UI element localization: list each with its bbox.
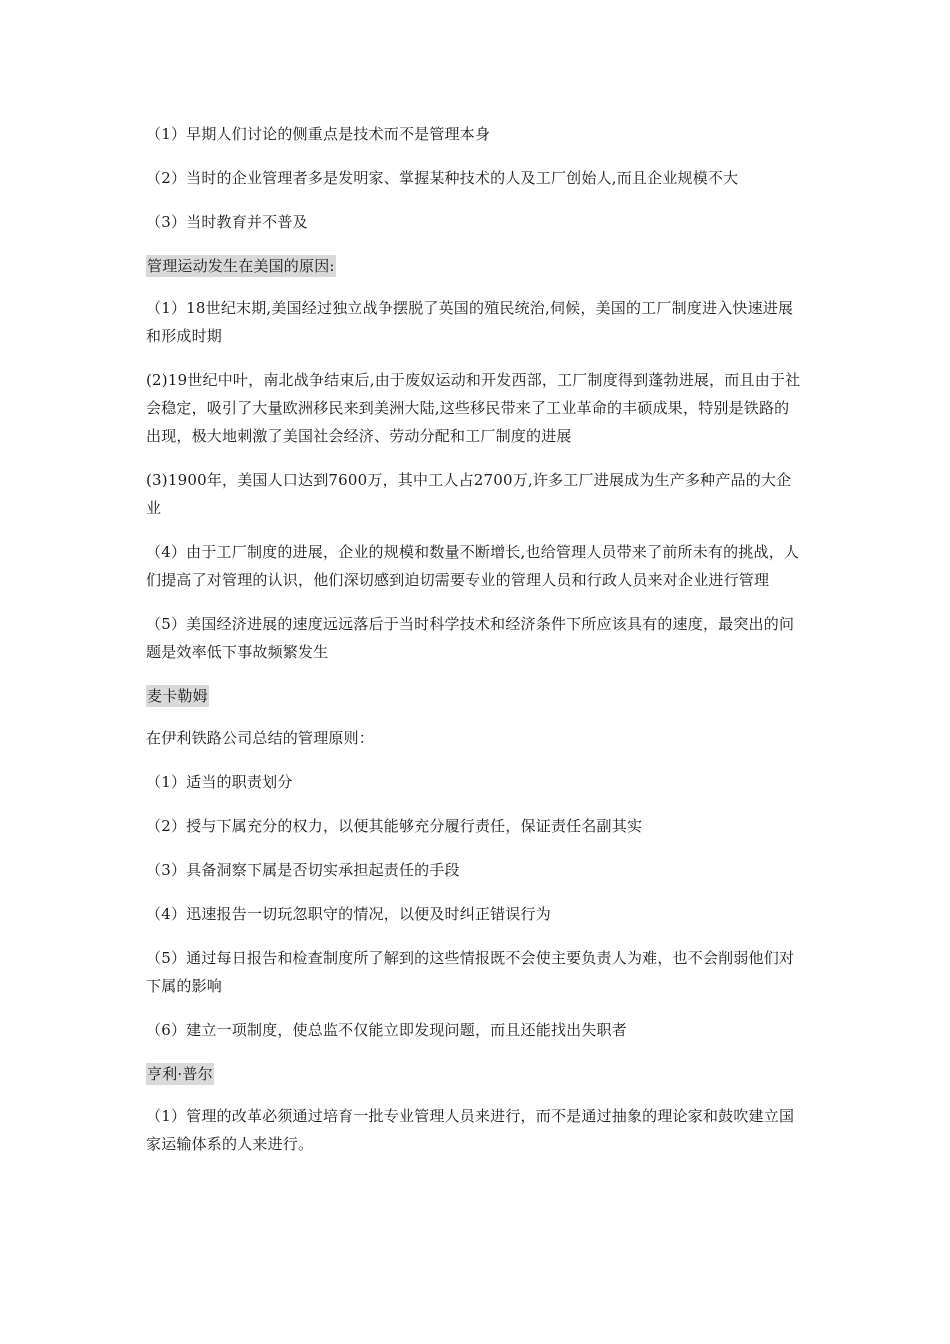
paragraph: （6）建立一项制度，使总监不仅能立即发现问题，而且还能找出失职者: [146, 1021, 627, 1039]
paragraph: （2）授与下属充分的权力，以便其能够充分履行责任，保证责任名副其实: [146, 817, 643, 835]
paragraph: （1）适当的职责划分: [146, 773, 293, 791]
paragraph: （3）当时教育并不普及: [146, 213, 308, 231]
heading-highlight: 管理运动发生在美国的原因:: [147, 257, 335, 275]
paragraph: （1）早期人们讨论的侧重点是技术而不是管理本身: [146, 125, 491, 143]
section-heading: [146, 1060, 802, 1088]
section-heading: [146, 682, 802, 710]
heading-highlight: 麦卡勒姆: [147, 687, 208, 705]
paragraph: （1）18世纪末期,美国经过独立战争摆脱了英国的殖民统治,伺候，美国的工厂制度进入快速进展和形成时期: [146, 299, 794, 345]
heading-highlight: 亨利·普尔: [147, 1065, 213, 1083]
paragraph: （2）当时的企业管理者多是发明家、掌握某种技术的人及工厂创始人,而且企业规模不大: [146, 169, 739, 187]
paragraph: （1）管理的改革必须通过培育一批专业管理人员来进行，而不是通过抽象的理论家和鼓吹建立国家运输体系的人来进行。: [146, 1107, 795, 1153]
paragraph: （4）迅速报告一切玩忽职守的情况，以便及时纠正错误行为: [146, 905, 551, 923]
section-heading: [146, 252, 802, 280]
paragraph: （4）由于工厂制度的进展，企业的规模和数量不断增长,也给管理人员带来了前所未有的挑战，人们提高了对管理的认识，他们深切感到迫切需要专业的管理人员和行政人员来对企业进行管理: [146, 543, 800, 589]
paragraph: （5）通过每日报告和检查制度所了解到的这些情报既不会使主要负责人为难，也不会削弱他们对下属的影响: [146, 949, 795, 995]
paragraph: 在伊利铁路公司总结的管理原则：: [146, 729, 375, 747]
paragraph: （5）美国经济进展的速度远远落后于当时科学技术和经济条件下所应该具有的速度，最突出的问题是效率低下事故频繁发生: [146, 615, 795, 661]
paragraph: （3）具备洞察下属是否切实承担起责任的手段: [146, 861, 460, 879]
paragraph: (2)19世纪中叶，南北战争结束后,由于废奴运动和开发西部，工厂制度得到蓬勃进展，而且由于社会稳定，吸引了大量欧洲移民来到美洲大陆,这些移民带来了工业革命的丰硕成果，特别是铁路的出现，极大地刺激了美国社会经济、劳动分配和工厂制度的进展: [146, 371, 801, 445]
paragraph: (3)1900年，美国人口达到7600万，其中工人占2700万,许多工厂进展成为生产多种产品的大企业: [146, 471, 792, 517]
